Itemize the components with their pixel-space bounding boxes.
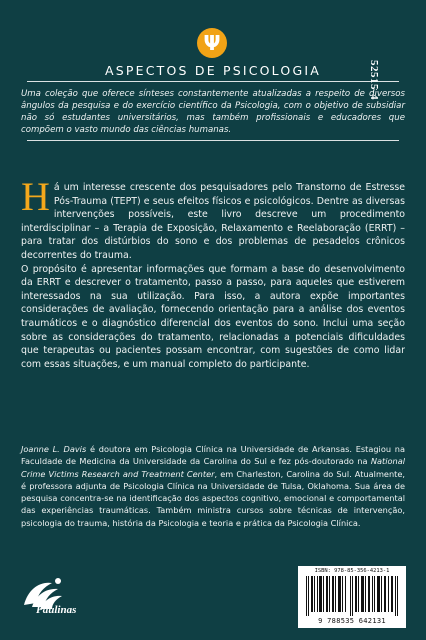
author-bio-text-1: é doutora em Psicologia Clínica na Universidade de Arkansas. Estagiou na Faculdade de Medicina da Universidade da Carolina do Sul e fez pós-doutorado na — [21, 444, 405, 467]
book-synopsis — [21, 174, 405, 371]
psi-logo-icon: Ψ — [197, 28, 227, 58]
author-name: Joanne L. Davis — [21, 444, 87, 454]
series-description — [21, 88, 405, 136]
synopsis-paragraph-1 — [21, 174, 405, 263]
divider-bottom — [27, 140, 399, 141]
research-center-name: National Crime Victims Research and Treatment Center — [21, 456, 405, 479]
series-description-part: ssionais e educadores que compõem o vasto mundo das ciências humanas. — [21, 113, 405, 135]
side-product-code: 52515-4 — [368, 60, 380, 101]
barcode — [298, 566, 406, 628]
synopsis-paragraph-1-text: á um interesse crescente dos pesquisadores pelo Transtorno de Estresse Pós-Trauma (TEPT) e seus efeitos físicos e psicológicos. Dentre as diversas intervenções possíveis, este livro descreve um procedimento interdisciplinar – a Terapia de Exposição, Relaxamento e Reelaboração (ERRT) – para tratar dos distúrbios do sono e dos problemas de pesadelos crônicos decorrentes do trauma. — [21, 182, 405, 261]
series-title: ASPECTOS DE PSICOLOGIA — [105, 63, 321, 78]
synopsis-paragraph-2: O propósito é apresentar informações que formam a base do desenvolvimento da ERRT e descrever o tratamento, passo a passo, para aqueles que estiverem interessados na sua utilização. Para isso, a autora expõe importantes considerações de avaliação, fornecendo orientação para a análise dos eventos traumáticos e o diagnóstico diferencial dos eventos do sono. Inclui uma seção sobre as considerações do tratamento, relacionadas a potenciais dificuldades que terapeutas ou pacientes possam encontrar, com sugestões de como lidar com essas situações, e um manual completo do participante. — [21, 263, 405, 370]
series-description-part: fi — [202, 101, 208, 111]
author-bio — [21, 443, 405, 529]
barcode-bars-icon — [304, 576, 400, 616]
series-description-part: co da Psicologia, com o objetivo de subsidiar não só estudantes universitários, mas também pro — [21, 101, 405, 123]
divider-top — [27, 81, 399, 82]
publisher-name: Paulinas — [36, 604, 77, 616]
ean-digits: 9 788535 642131 — [318, 617, 386, 625]
series-description-part: Uma coleção que oferece sínteses constantemente atualizadas a respeito de diversos ângulos da pesquisa e do exercício cientí — [21, 89, 405, 111]
author-bio-text-2: , em Charleston, Carolina do Sul. Atualmente, é professora adjunta de Psicologia Clínica na Universidade de Tulsa, Oklahoma. Sua área de pesquisa concentra-se na identificação dos aspectos cognitivo, emocional e comportamental das experiências traumáticas. Também ministra cursos sobre técnicas de intervenção, psicologia do trauma, história da Psicologia e teoria e prática da Psicologia Clínica. — [21, 468, 405, 528]
isbn-label: ISBN: 978-85-356-4213-1 — [314, 568, 390, 574]
series-description-part: fi — [270, 113, 276, 123]
drop-cap: H — [21, 174, 50, 219]
